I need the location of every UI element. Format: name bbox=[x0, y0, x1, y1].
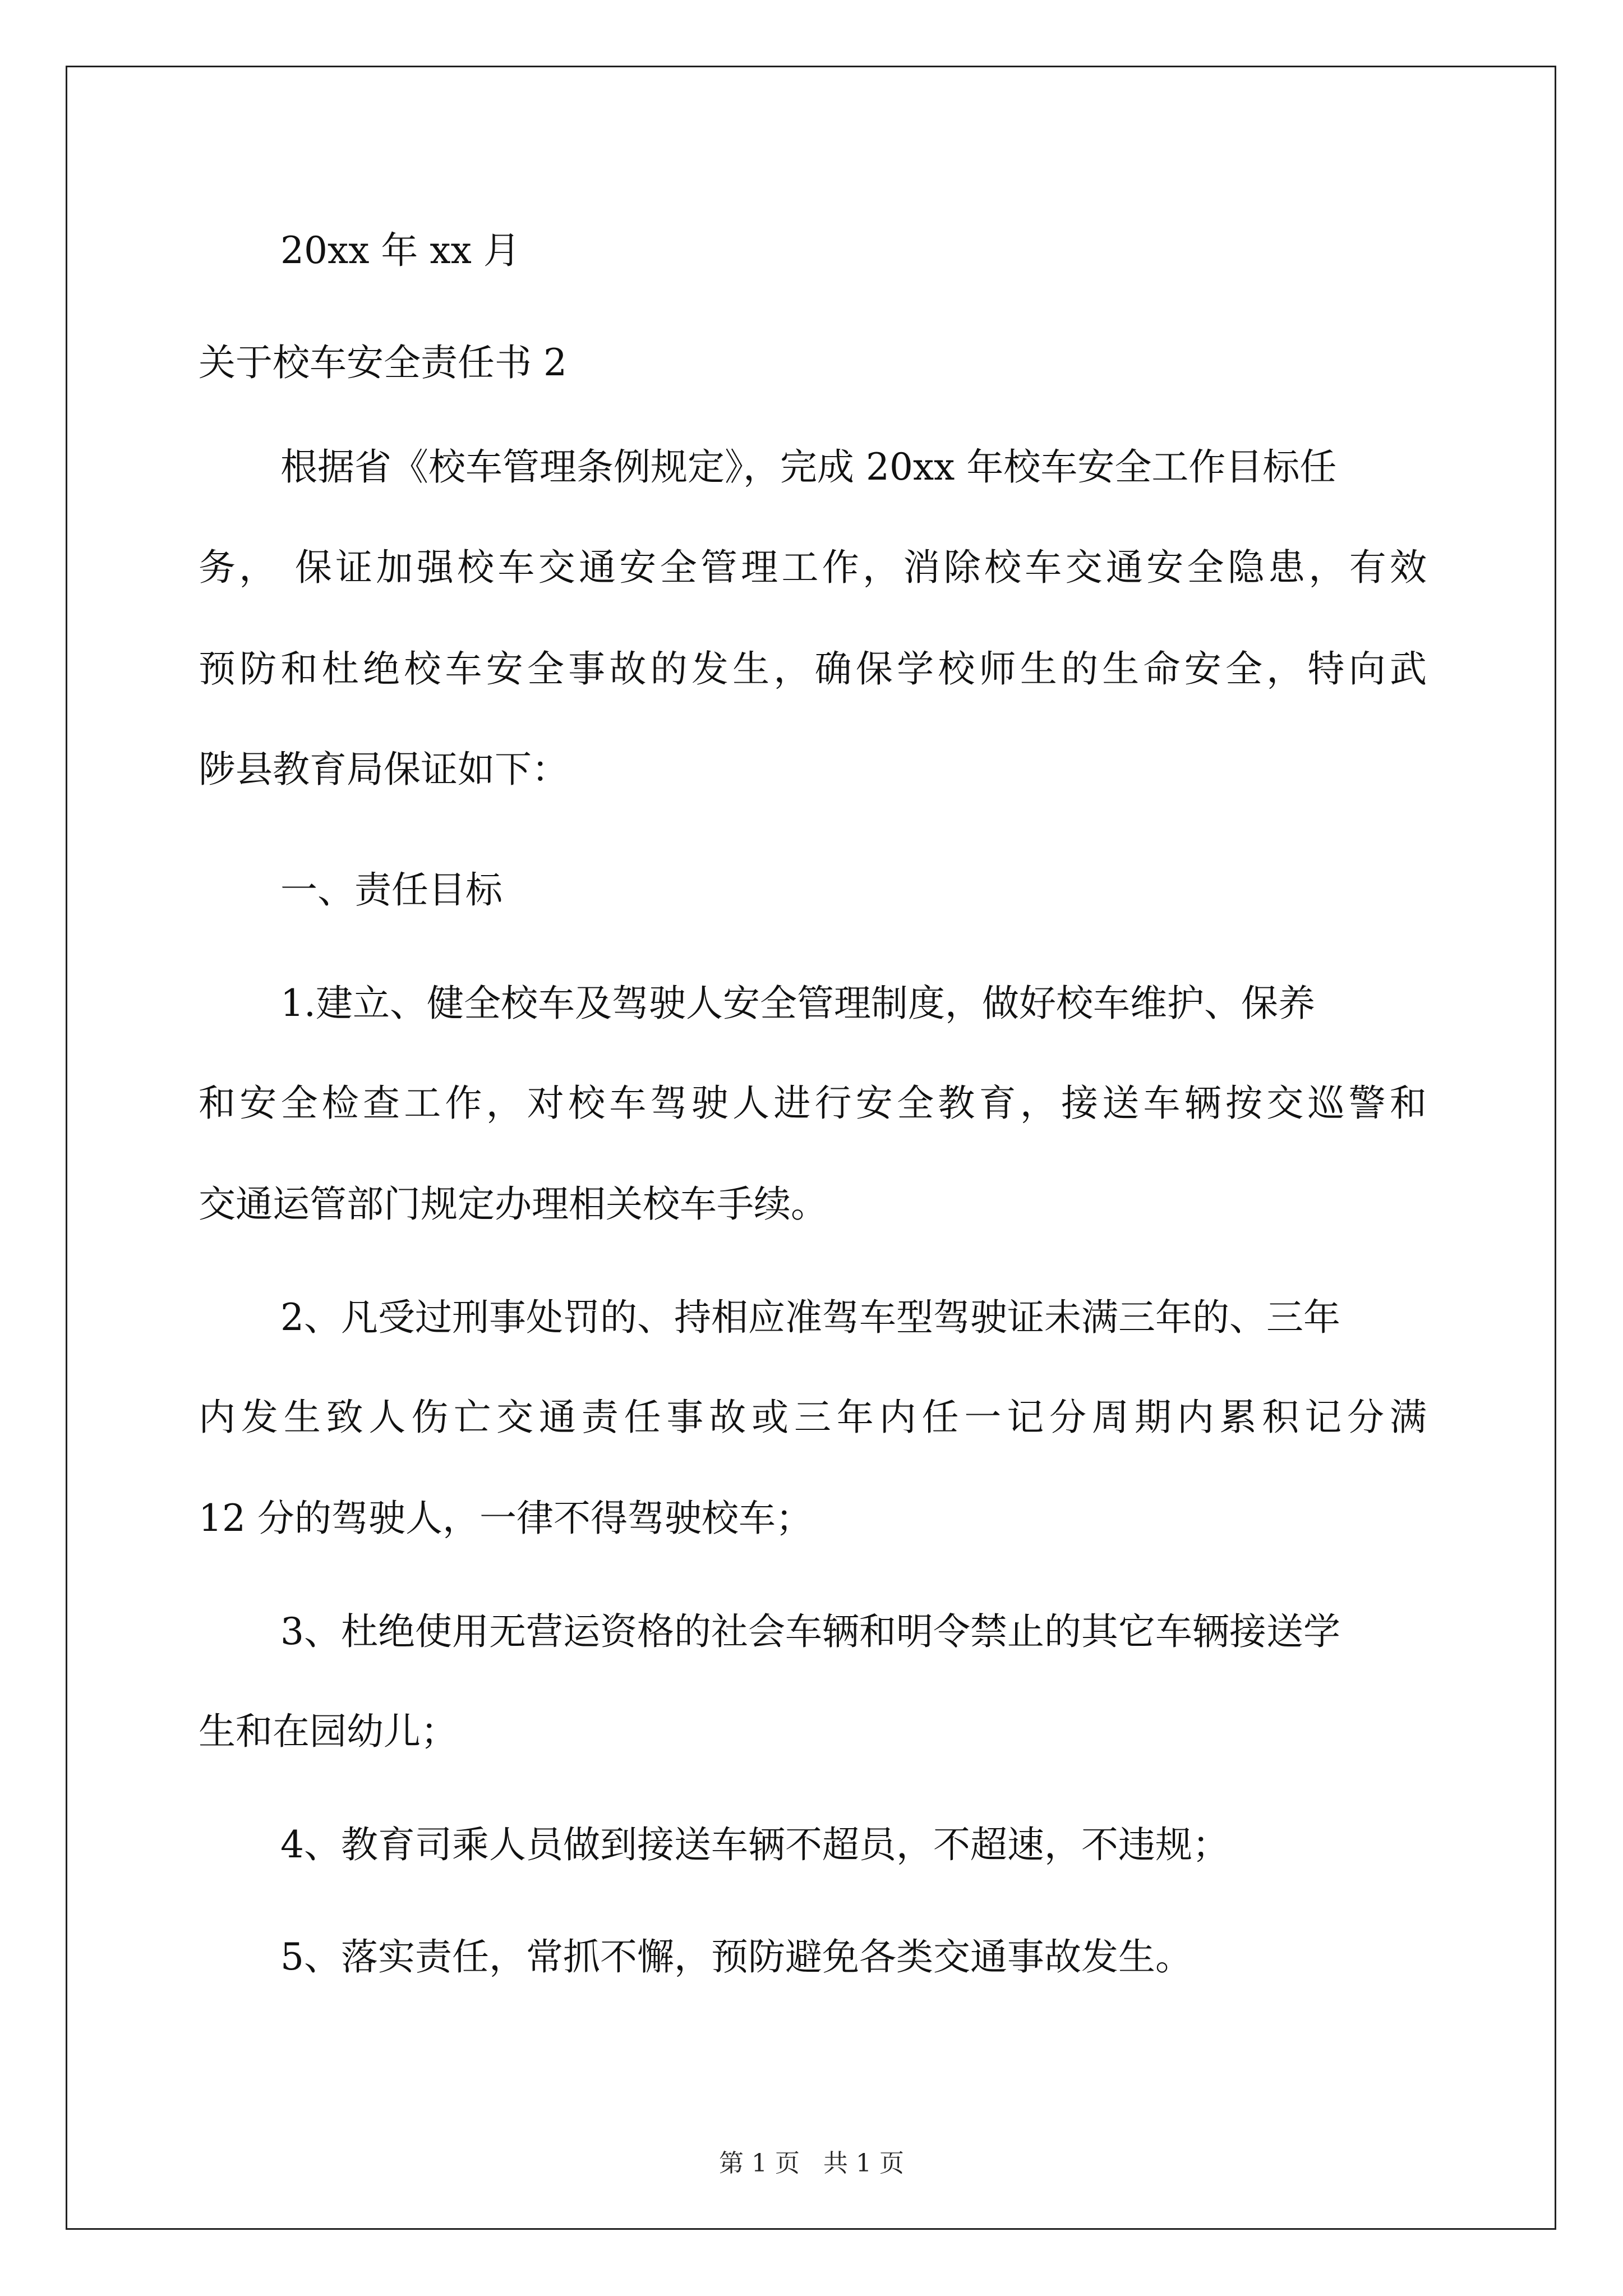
page-border bbox=[66, 66, 1556, 2230]
page-number-current: 第 1 页 bbox=[719, 2149, 800, 2178]
item-2-line-3: 12 分的驾驶人，一律不得驾驶校车； bbox=[199, 1497, 813, 1540]
item-3-line-2: 生和在园幼儿； bbox=[199, 1710, 458, 1753]
paragraph-1-line-3: 预防和杜绝校车安全事故的发生，确保学校师生的生命安全，特向武 bbox=[199, 647, 1427, 691]
item-2-line-2: 内发生致人伤亡交通责任事故或三年内任一记分周期内累积记分满 bbox=[199, 1396, 1427, 1439]
item-2-line-1: 2、凡受过刑事处罚的、持相应准驾车型驾驶证未满三年的、三年 bbox=[280, 1296, 1340, 1339]
item-1-line-3: 交通运管部门规定办理相关校车手续。 bbox=[199, 1182, 828, 1226]
item-5-line-1: 5、落实责任，常抓不懈，预防避免各类交通事故发生。 bbox=[280, 1935, 1192, 1978]
section-heading: 一、责任目标 bbox=[280, 868, 502, 912]
date-line: 20xx 年 xx 月 bbox=[280, 229, 520, 272]
paragraph-1-line-1: 根据省《校车管理条例规定》，完成 20xx 年校车安全工作目标任 bbox=[280, 445, 1337, 489]
item-4-line-1: 4、教育司乘人员做到接送车辆不超员，不超速，不违规； bbox=[280, 1823, 1229, 1866]
item-1-line-2: 和安全检查工作，对校车驾驶人进行安全教育，接送车辆按交巡警和 bbox=[199, 1082, 1427, 1125]
item-3-line-1: 3、杜绝使用无营运资格的社会车辆和明令禁止的其它车辆接送学 bbox=[280, 1610, 1340, 1653]
document-title: 关于校车安全责任书 2 bbox=[199, 341, 567, 384]
page-number-total: 共 1 页 bbox=[823, 2149, 904, 2178]
paragraph-1-line-4: 陟县教育局保证如下： bbox=[199, 748, 569, 791]
item-1-line-1: 1.建立、健全校车及驾驶人安全管理制度，做好校车维护、保养 bbox=[280, 982, 1315, 1025]
page-footer bbox=[0, 2150, 1623, 2178]
paragraph-1-line-2: 务， 保证加强校车交通安全管理工作，消除校车交通安全隐患，有效 bbox=[199, 546, 1427, 589]
